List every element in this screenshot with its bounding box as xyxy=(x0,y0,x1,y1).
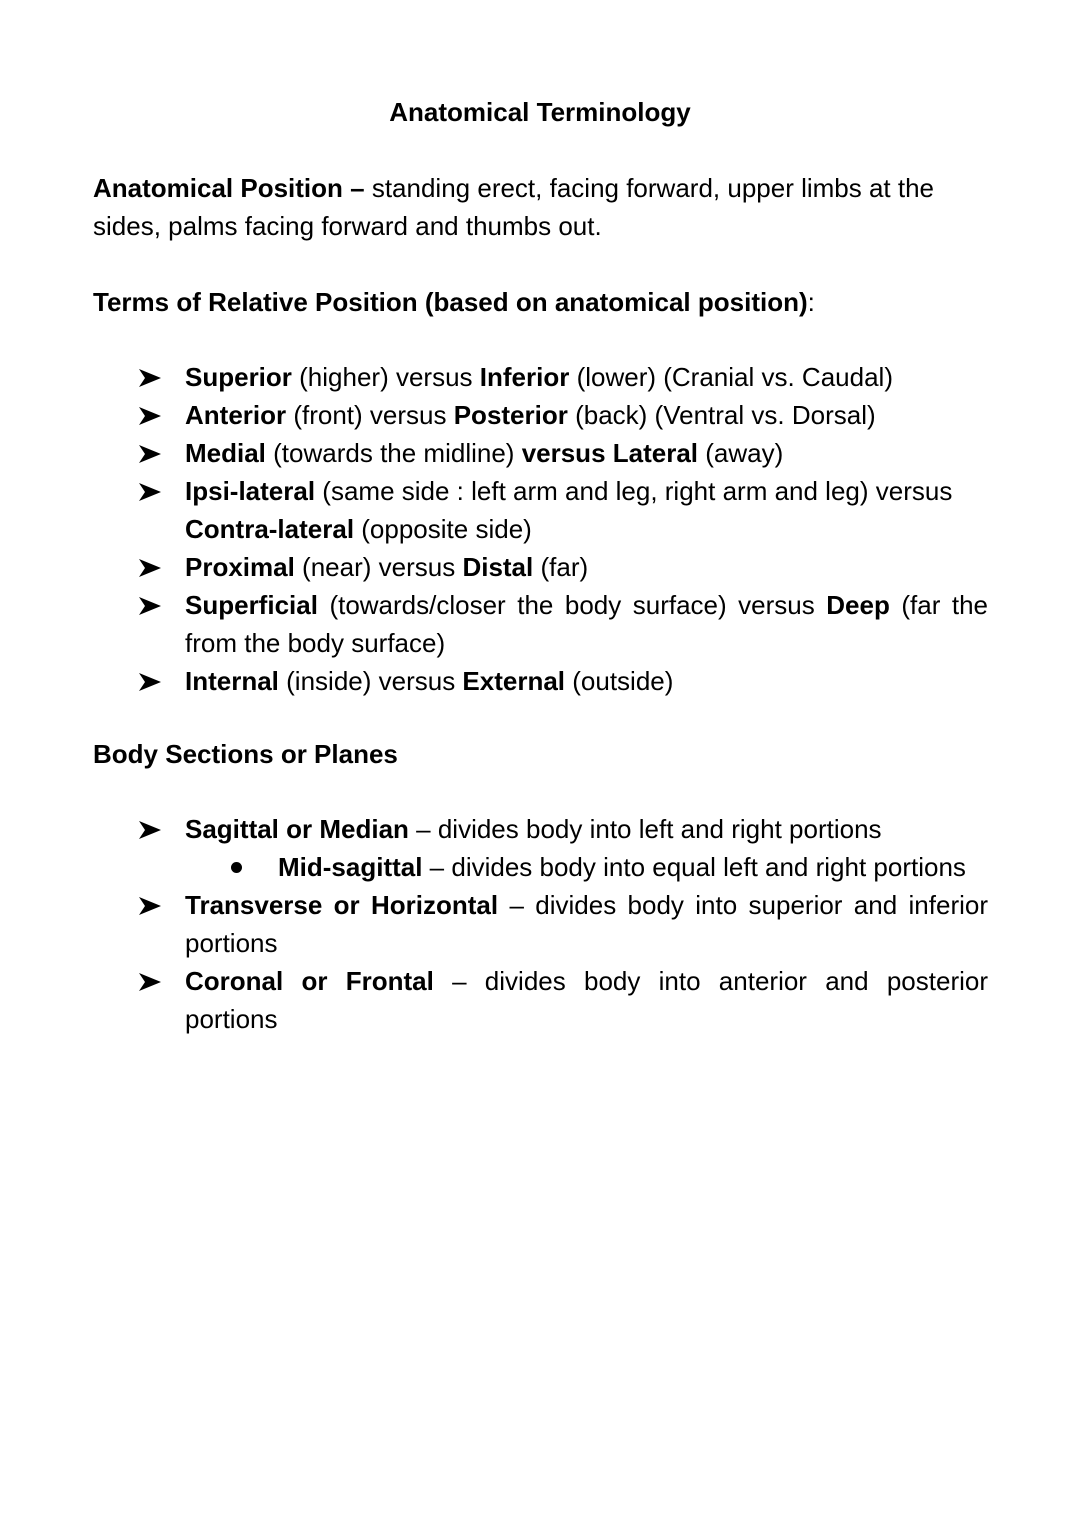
arrow-bullet-icon xyxy=(138,672,162,692)
anatomical-position-term: Anatomical Position – xyxy=(93,173,365,203)
arrow-bullet-icon xyxy=(138,368,162,388)
anatomical-position-definition: standing erect, facing forward, upper limbs at the sides, palms facing forward and thumbs out. xyxy=(93,173,935,241)
arrow-bullet-icon xyxy=(138,558,162,578)
arrow-bullet-icon xyxy=(138,596,162,616)
list-item: Superficial (towards/closer the body surface) versus Deep (far the from the body surface) xyxy=(0,586,988,662)
anatomical-position-paragraph xyxy=(93,169,988,245)
relative-position-list xyxy=(0,358,1080,700)
list-item: Ipsi-lateral (same side : left arm and leg, right arm and leg) versus Contra-lateral (opposite side) xyxy=(0,472,988,548)
list-item: Medial (towards the midline) versus Lateral (away) xyxy=(0,434,988,472)
list-item: Superior (higher) versus Inferior (lower) (Cranial vs. Caudal) xyxy=(0,358,988,396)
list-item: Proximal (near) versus Distal (far) xyxy=(0,548,988,586)
arrow-bullet-icon xyxy=(138,444,162,464)
list-item: Sagittal or Median – divides body into left and right portions xyxy=(0,810,988,848)
relative-position-heading: Terms of Relative Position (based on anatomical position): xyxy=(93,287,815,317)
bullet-dot-icon xyxy=(231,862,242,873)
list-item: Coronal or Frontal – divides body into anterior and posterior portions xyxy=(0,962,988,1038)
body-sections-list xyxy=(0,810,1080,1038)
list-item: Transverse or Horizontal – divides body into superior and inferior portions xyxy=(0,886,988,962)
heading-colon: : xyxy=(807,287,815,317)
page-title: Anatomical Terminology xyxy=(389,97,691,127)
list-item: Internal (inside) versus External (outside) xyxy=(0,662,988,700)
arrow-bullet-icon xyxy=(138,820,162,840)
arrow-bullet-icon xyxy=(138,972,162,992)
body-sections-heading: Body Sections or Planes xyxy=(93,739,398,769)
sub-list-item: Mid-sagittal – divides body into equal left and right portions xyxy=(0,848,988,886)
list-item: Anterior (front) versus Posterior (back) (Ventral vs. Dorsal) xyxy=(0,396,988,434)
arrow-bullet-icon xyxy=(138,406,162,426)
arrow-bullet-icon xyxy=(138,482,162,502)
arrow-bullet-icon xyxy=(138,896,162,916)
